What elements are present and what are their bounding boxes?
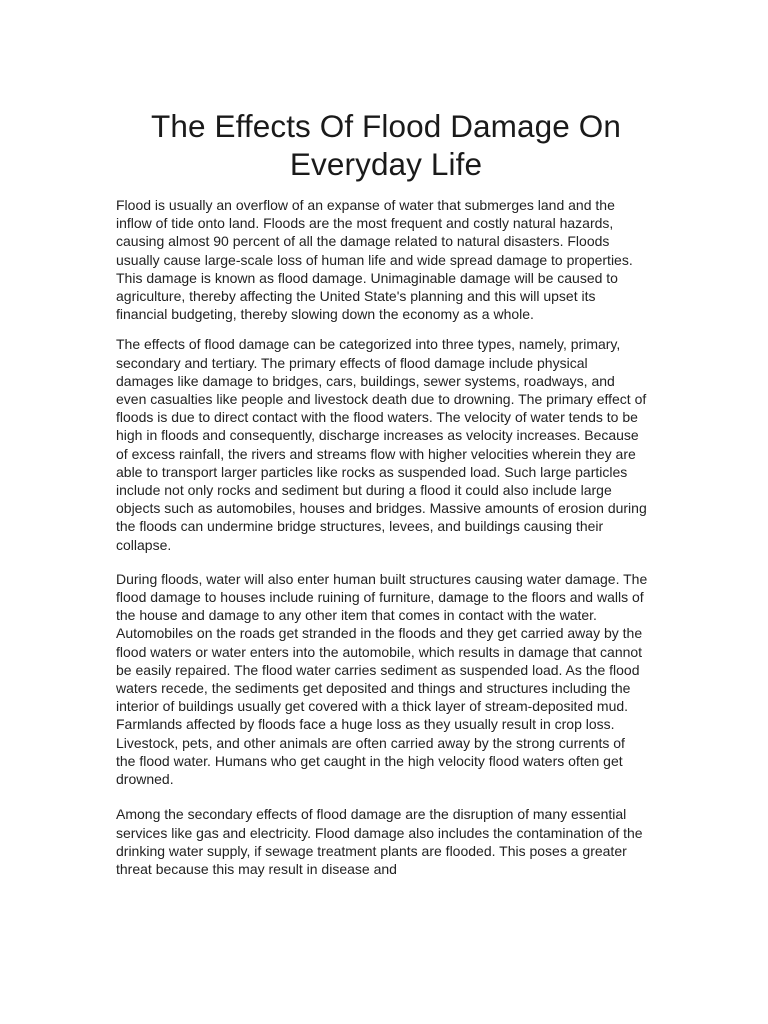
paragraph-effects-types: The effects of flood damage can be categorized into three types, namely, primary, secondary and tertiary. The primary effects of flood damage include physical damages like damage to bridges, cars, buildings, sewer systems, roadways, and even casualties like people and livestock death due to drowning. The primary effect of floods is due to direct contact with the flood waters. The velocity of water tends to be high in floods and consequently, discharge increases as velocity increases. Because of excess rainfall, the rivers and streams flow with higher velocities wherein they are able to transport larger particles like rocks as suspended load. Such large particles include not only rocks and sediment but during a flood it could also include large objects such as automobiles, houses and bridges. Massive amounts of erosion during the floods can undermine bridge structures, levees, and buildings causing their collapse.: [116, 336, 647, 553]
paragraph-intro: Flood is usually an overflow of an expanse of water that submerges land and the inflow of tide onto land. Floods are the most frequent and costly natural hazards, causing almost 90 percent of all the damage related to natural disasters. Floods usually cause large-scale loss of human life and wide spread damage to properties. This damage is known as flood damage. Unimaginable damage will be caused to agriculture, thereby affecting the United State's planning and this will upset its financial budgeting, thereby slowing down the economy as a whole.: [116, 197, 633, 323]
paragraph-water-damage: During floods, water will also enter human built structures causing water damage. The flood damage to houses include ruining of furniture, damage to the floors and walls of the house and damage to any other item that comes in contact with the water. Automobiles on the roads get stranded in the floods and they get carried away by the flood waters or water enters into the automobile, which results in damage that cannot be easily repaired. The flood water carries sediment as suspended load. As the flood waters recede, the sediments get deposited and things and structures including the interior of buildings usually get covered with a thick layer of stream-deposited mud. Farmlands affected by floods face a huge loss as they usually result in crop loss. Livestock, pets, and other animals are often carried away by the strong currents of the flood water. Humans who get caught in the high velocity flood waters often get drowned.: [116, 570, 648, 788]
document-title: The Effects Of Flood Damage On Everyday Life: [151, 108, 621, 182]
document-page: [116, 0, 656, 878]
document-body: [116, 196, 656, 878]
paragraph-secondary-effects: Among the secondary effects of flood damage are the disruption of many essential services like gas and electricity. Flood damage also includes the contamination of the drinking water supply, if sewage treatment plants are flooded. This poses a greater threat because this may result in disease and: [116, 806, 643, 877]
